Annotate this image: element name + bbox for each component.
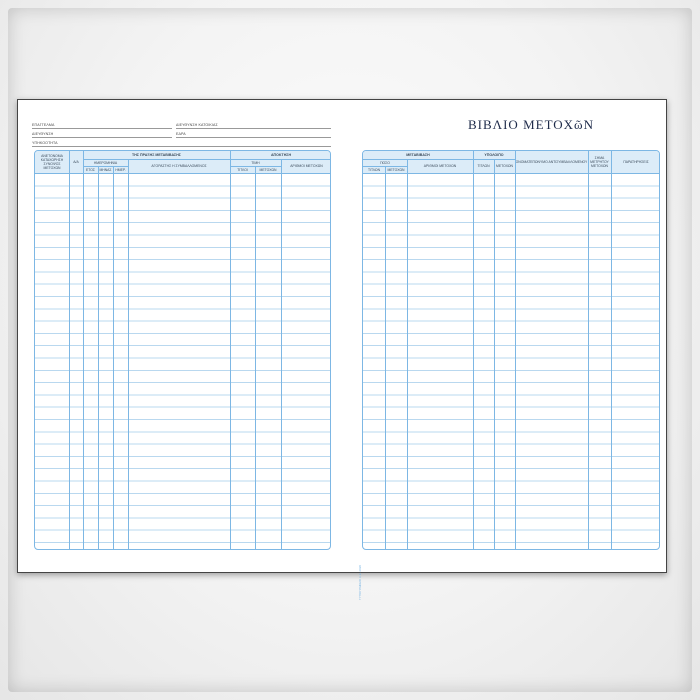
- field-home-address: [176, 122, 331, 129]
- column-rule: [98, 166, 99, 549]
- col-balance-shares: ΜΕΤΟΧΩΝ: [496, 164, 513, 168]
- column-rule: [69, 151, 70, 549]
- column-rule: [128, 159, 129, 549]
- header-divider: [363, 159, 515, 160]
- col-counterparty-name: ΟΝΟΜΑΤΕΠΩΝΥΜΟ ΑΝΤΙΣΥΜΒΑΛΛΟΜΕΝΟΥ: [515, 160, 588, 164]
- column-rule: [473, 151, 474, 549]
- group-balance: ΥΠΟΛΟΙΠΟ: [484, 153, 504, 157]
- col-remarks: ΠΑΡΑΤΗΡΗΣΕΙΣ: [623, 160, 649, 164]
- col-price: ΤΙΜΗ: [251, 160, 260, 165]
- col-stamp: ΣΗΜΑ ΜΕΤΡΗΤΟΥ ΜΕΤΟΧΩΝ: [590, 156, 609, 168]
- field-profession-label: ΕΠΑΓΓΕΛΜΑ: [32, 123, 55, 127]
- group-acquisition: ΑΠΟΚΤΗΣΗ: [270, 153, 292, 157]
- field-address-label: ΔΙΕΥΘΥΝΣΗ: [32, 132, 54, 136]
- left-ledger-table: [34, 150, 331, 550]
- field-seat-label: ΕΔΡΑ: [176, 132, 186, 136]
- field-citizenship-label: ΥΠΗΚΟΟΤΗΤΑ: [32, 141, 58, 145]
- ledger-book-spread: [17, 99, 667, 600]
- field-home-address-label: ΔΙΕΥΘΥΝΣΗ ΚΑΤΟΙΚΙΑΣ: [176, 123, 218, 127]
- column-rule: [230, 151, 231, 549]
- column-rule: [588, 151, 589, 549]
- col-month: ΜΗΝΑΣ: [99, 167, 112, 172]
- group-transfer: ΤΗΣ ΠΡΑΞΗΣ ΜΕΤΑΒΙΒΑΣΗΣ: [132, 153, 181, 157]
- field-profession: [32, 122, 172, 129]
- left-ledger-header: [35, 151, 330, 174]
- col-shares: ΜΕΤΟΧΩΝ: [259, 167, 277, 172]
- column-rule: [611, 151, 612, 549]
- col-aa: Α/Α: [73, 160, 79, 164]
- right-ledger-table: [362, 150, 660, 550]
- col-titles: ΤΙΤΛΩΝ: [367, 167, 381, 172]
- column-rule: [385, 166, 386, 549]
- col-party: ΑΓΟΡΑΣΤΗΣ Η ΣΥΜΒΑΛΛΟΜΕΝΟΣ: [151, 164, 207, 168]
- header-divider: [83, 159, 331, 160]
- field-seat: [176, 131, 331, 138]
- column-rule: [494, 159, 495, 549]
- column-rule: [407, 159, 408, 549]
- field-citizenship: [32, 140, 331, 147]
- column-rule: [255, 166, 256, 549]
- left-ledger-rows: [35, 174, 330, 549]
- printer-imprint: ΤΥΠΟΓΡΑΦΕΙΟ Α.Ε. 2020: [358, 564, 362, 600]
- col-share-numbers: ΑΡΙΘΜΟΙ ΜΕΤΟΧΩΝ: [290, 164, 323, 168]
- col-amount: ΠΟΣΟ: [380, 160, 390, 165]
- column-rule: [113, 166, 114, 549]
- group-transfer: ΜΕΤΑΒΙΒΑΣΗ: [406, 153, 430, 157]
- header-divider: [83, 166, 128, 167]
- column-rule: [281, 159, 282, 549]
- col-date: ΗΜΕΡΟΜΗΝΙΑ: [93, 160, 118, 165]
- col-titles: ΤΙΤΛΟΙ: [237, 167, 248, 172]
- col-holder: ΑΝΕΤΟΝΟΜΑ ΚΑΤΑΧΩΡΗΣΗ ΣΥΝΟΨΟΣ ΜΕΤΟΧΩΝ: [40, 154, 64, 170]
- col-share-numbers: ΑΡΙΘΜΟΙ ΜΕΤΟΧΩΝ: [423, 164, 457, 168]
- column-rule: [515, 151, 516, 549]
- col-day: ΕΤΟΣ: [85, 167, 95, 172]
- col-year: ΗΜΕΡ.: [115, 167, 126, 172]
- col-balance-titles: ΤΙΤΛΩΝ: [477, 164, 490, 168]
- page-title: ΒΙΒΛΙΟ ΜΕΤΟΧῶΝ: [468, 117, 594, 132]
- col-shares: ΜΕΤΟΧΩΝ: [387, 167, 405, 172]
- column-rule: [83, 151, 84, 549]
- field-address: [32, 131, 172, 138]
